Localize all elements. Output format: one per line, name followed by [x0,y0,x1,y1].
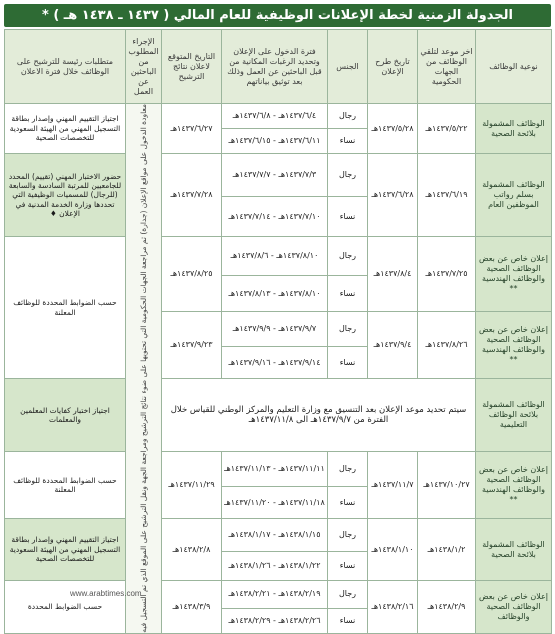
entry-period-male: ١٤٣٧/٦/٤هـ - ١٤٣٧/٦/٨هـ [222,104,328,129]
entry-period-female: ١٤٣٧/٨/١٠هـ - ١٤٣٧/٨/١٣هـ [222,276,328,312]
gender-male: رجال [328,154,368,197]
receive-date-cell: ١٤٣٨/٢/٩هـ [418,580,476,633]
entry-period-male: ١٤٣٨/١/١٥هـ - ١٤٣٨/١/١٧هـ [222,519,328,551]
entry-period-female: ١٤٣٧/١١/١٨هـ - ١٤٣٧/١١/٢٠هـ [222,487,328,519]
header-receive-deadline: اخر موعد لتلقي الوظائف من الجهات الحكومية [418,30,476,104]
requirement-cell: اجتياز اختبار كفايات المعلمين والمعلمات [5,379,126,452]
entry-period-male: ١٤٣٨/٢/١٩هـ - ١٤٣٨/٢/٢١هـ [222,580,328,608]
gender-female: نساء [328,276,368,312]
gender-male: رجال [328,452,368,487]
merged-notice-cell: سيتم تحديد موعد الإعلان بعد التنسيق مع وزارة التعليم والمركز الوطني للقياس خلال الفترة من ١٤٣٧/٩/٧هـ الى ١٤٣٧/١١/٨هـ [162,379,476,452]
schedule-table [4,29,552,634]
procedure-cell [126,104,162,634]
procedure-text: معاودة الدخول على مواقع الإعلان (جدارة) ثم مراجعة الجهات الحكومية التي تحتويها على ضوء نتائج الترشيح ومراجعة الجهة ونقل الترشيح على الموقع الذي تم التسجيل فيه [138,104,148,633]
job-type-cell: الوظائف المشمولة بسلم رواتب الموظفين العام [476,154,552,237]
entry-period-male: ١٤٣٧/٧/٣هـ - ١٤٣٧/٧/٧هـ [222,154,328,197]
post-date-cell: ١٤٣٨/٢/١٦هـ [368,580,418,633]
post-date-cell: ١٤٣٧/٩/٤هـ [368,312,418,379]
receive-date-cell: ١٤٣٧/١٠/٢٧هـ [418,452,476,519]
gender-female: نساء [328,487,368,519]
post-date-cell: ١٤٣٧/٦/٢٨هـ [368,154,418,237]
gender-female: نساء [328,197,368,237]
gender-male: رجال [328,580,368,608]
entry-period-female: ١٤٣٨/١/٢٢هـ - ١٤٣٨/١/٢٦هـ [222,551,328,580]
results-date-cell: ١٤٣٧/٨/٢٥هـ [162,237,222,312]
entry-period-female: ١٤٣٧/٧/١٠هـ - ١٤٣٧/٧/١٤هـ [222,197,328,237]
results-date-cell: ١٤٣٧/٩/٢٣هـ [162,312,222,379]
watermark: www.arabtimes.com [70,589,142,598]
job-type-cell: الوظائف المشمولة بلائحة الصحية [476,519,552,580]
header-gender: الجنس [328,30,368,104]
table-row [5,237,552,276]
post-date-cell: ١٤٣٧/٨/٤هـ [368,237,418,312]
gender-male: رجال [328,519,368,551]
job-type-cell: إعلان خاص عن بعض الوظائف الصحية والوظائف الهندسية ** [476,452,552,519]
receive-date-cell: ١٤٣٧/٧/٢٥هـ [418,237,476,312]
page-title: الجدولة الزمنية لخطة الإعلانات الوظيفية للعام المالي ( ١٤٣٧ ـ ١٤٣٨ هـ ) * [4,4,551,27]
header-job-type: نوعية الوظائف [476,30,552,104]
job-type-cell: الوظائف المشمولة بلائحة الصحية [476,104,552,154]
header-results-date: التاريخ المتوقع لاعلان نتائج الترشيح [162,30,222,104]
header-entry-period: فترة الدخول على الإعلان وتحديد الرغبات المكانية من قبل الباحثين عن العمل وذلك بعد توثيق بياناتهم [222,30,328,104]
header-row [5,30,552,104]
results-date-cell: ١٤٣٧/١١/٢٩هـ [162,452,222,519]
table-row [5,452,552,487]
job-type-cell: إعلان خاص عن بعض الوظائف الصحية والوظائف الهندسية ** [476,237,552,312]
gender-female: نساء [328,347,368,379]
gender-female: نساء [328,608,368,633]
table-row [5,104,552,129]
results-date-cell: ١٤٣٨/٣/٩هـ [162,580,222,633]
requirement-cell: حسب الضوابط المحددة [5,580,126,633]
results-date-cell: ١٤٣٨/٢/٨هـ [162,519,222,580]
table-row [5,519,552,551]
header-post-date: تاريخ طرح الإعلان [368,30,418,104]
entry-period-male: ١٤٣٧/٩/٧هـ - ١٤٣٧/٩/٩هـ [222,312,328,347]
post-date-cell: ١٤٣٨/١/١٠هـ [368,519,418,580]
job-type-cell: إعلان خاص عن بعض الوظائف الصحية والوظائف [476,580,552,633]
gender-male: رجال [328,312,368,347]
entry-period-male: ١٤٣٧/٨/١٠هـ - ١٤٣٧/٨/٦هـ [222,237,328,276]
gender-male: رجال [328,237,368,276]
requirement-cell: اجتياز التقييم المهني وإصدار بطاقة التسجيل المهني من الهيئة السعودية للتخصصات الصحية [5,104,126,154]
receive-date-cell: ١٤٣٧/٨/٢٦هـ [418,312,476,379]
entry-period-female: ١٤٣٧/٦/١١هـ - ١٤٣٧/٦/١٥هـ [222,129,328,154]
receive-date-cell: ١٤٣٨/١/٢هـ [418,519,476,580]
gender-female: نساء [328,551,368,580]
table-row [5,379,552,417]
header-procedure: الإجراء المطلوب من الباحثين عن العمل [126,30,162,104]
table-row [5,154,552,197]
gender-female: نساء [328,129,368,154]
entry-period-male: ١٤٣٧/١١/١١هـ - ١٤٣٧/١١/١٣هـ [222,452,328,487]
results-date-cell: ١٤٣٧/٦/٢٧هـ [162,104,222,154]
requirement-cell: حسب الضوابط المحددة للوظائف المعلنة [5,452,126,519]
entry-period-female: ١٤٣٨/٢/٢٦هـ - ١٤٣٨/٢/٢٩هـ [222,608,328,633]
requirement-cell: اجتياز التقييم المهني وإصدار بطاقة التسجيل المهني من الهيئة السعودية للتخصصات الصحية [5,519,126,580]
entry-period-female: ١٤٣٧/٩/١٤هـ - ١٤٣٧/٩/١٦هـ [222,347,328,379]
job-type-cell: إعلان خاص عن بعض الوظائف الصحية والوظائف الهندسية ** [476,312,552,379]
gender-male: رجال [328,104,368,129]
receive-date-cell: ١٤٣٧/٥/٢٢هـ [418,104,476,154]
job-type-cell: الوظائف المشمولة بلائحة الوظائف التعليمية [476,379,552,452]
results-date-cell: ١٤٣٧/٧/٢٨هـ [162,154,222,237]
requirement-cell: حضور الاختبار المهني (تقييم) المحدد للجامعيين للمرتبة السادسة والسابعة (للرجال) للمسميات الوظيفية التي تحددها وزارة الخدمة المدنية في الإعلان ♦ [5,154,126,237]
header-requirements: متطلبات رئيسة للترشيح على الوظائف خلال فترة الاعلان [5,30,126,104]
post-date-cell: ١٤٣٧/٥/٢٨هـ [368,104,418,154]
post-date-cell: ١٤٣٧/١١/٧هـ [368,452,418,519]
receive-date-cell: ١٤٣٧/٦/١٩هـ [418,154,476,237]
requirement-cell: حسب الضوابط المحددة للوظائف المعلنة [5,237,126,379]
